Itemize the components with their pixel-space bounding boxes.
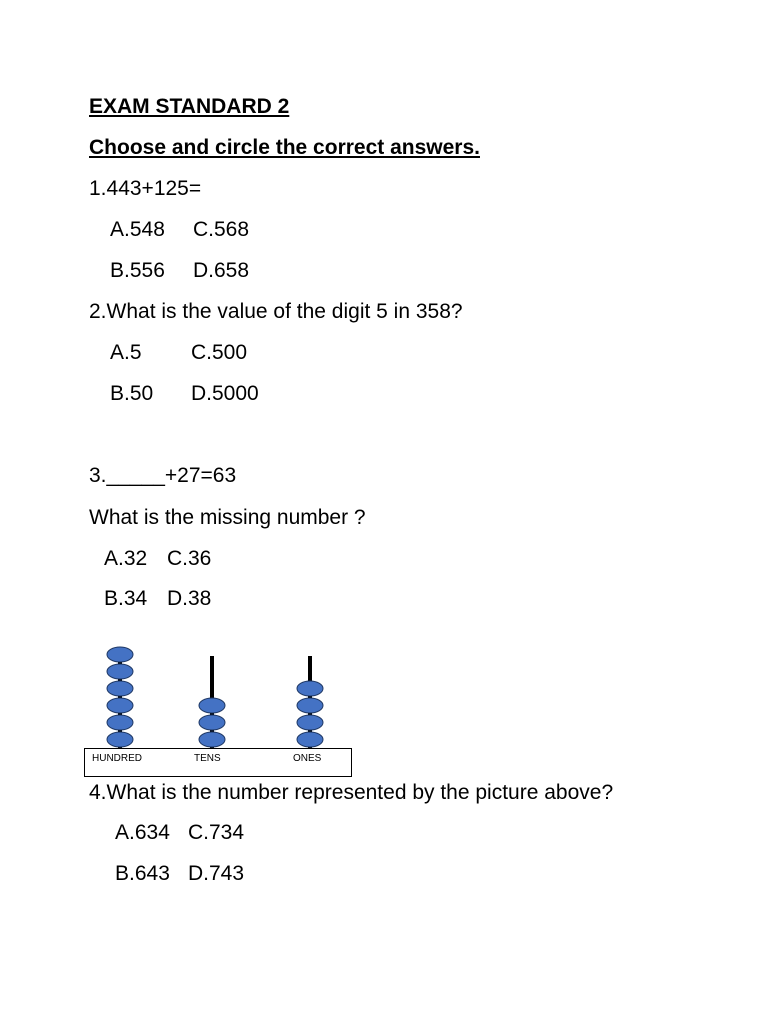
- abacus-bead-hundred: [107, 664, 133, 679]
- question-1-option-b[interactable]: B.556: [110, 259, 165, 282]
- abacus-label-tens: TENS: [194, 753, 221, 764]
- abacus-label-ones: ONES: [293, 753, 322, 764]
- question-2-option-a[interactable]: A.5: [110, 341, 142, 364]
- question-2-text: 2.What is the value of the digit 5 in 358?: [89, 300, 463, 323]
- abacus-picture: [84, 645, 356, 780]
- question-2-option-c[interactable]: C.500: [191, 341, 248, 364]
- question-1-option-a[interactable]: A.548: [110, 218, 165, 241]
- abacus-bead-hundred: [107, 732, 133, 747]
- abacus-bead-hundred: [107, 715, 133, 730]
- abacus-bead-tens: [199, 732, 225, 747]
- abacus-bead-ones: [297, 698, 323, 713]
- abacus-bead-tens: [199, 698, 225, 713]
- abacus-bead-hundred: [107, 698, 133, 713]
- abacus-bead-ones: [297, 681, 323, 696]
- instructions: Choose and circle the correct answers.: [89, 136, 480, 159]
- question-3-subtext: What is the missing number ?: [89, 506, 366, 529]
- question-3-option-c[interactable]: C.36: [167, 547, 212, 570]
- question-3-text: 3._____+27=63: [89, 464, 237, 487]
- question-3-option-b[interactable]: B.34: [104, 587, 148, 610]
- question-2-option-d[interactable]: D.5000: [191, 382, 259, 405]
- question-4-option-a[interactable]: A.634: [115, 821, 170, 844]
- question-2-option-b[interactable]: B.50: [110, 382, 154, 405]
- question-4-option-d[interactable]: D.743: [188, 862, 245, 885]
- question-4-option-b[interactable]: B.643: [115, 862, 170, 885]
- abacus-bead-hundred: [107, 647, 133, 662]
- abacus-bead-ones: [297, 715, 323, 730]
- exam-title: EXAM STANDARD 2: [89, 95, 290, 118]
- question-1-text: 1.443+125=: [89, 177, 202, 200]
- abacus-bead-hundred: [107, 681, 133, 696]
- question-1-option-c[interactable]: C.568: [193, 218, 250, 241]
- question-4-text: 4.What is the number represented by the picture above?: [89, 781, 614, 804]
- abacus-bead-ones: [297, 732, 323, 747]
- question-4-option-c[interactable]: C.734: [188, 821, 245, 844]
- abacus-bead-tens: [199, 715, 225, 730]
- question-3-option-d[interactable]: D.38: [167, 587, 212, 610]
- question-3-option-a[interactable]: A.32: [104, 547, 148, 570]
- abacus-label-hundred: HUNDRED: [92, 753, 142, 764]
- question-1-option-d[interactable]: D.658: [193, 259, 250, 282]
